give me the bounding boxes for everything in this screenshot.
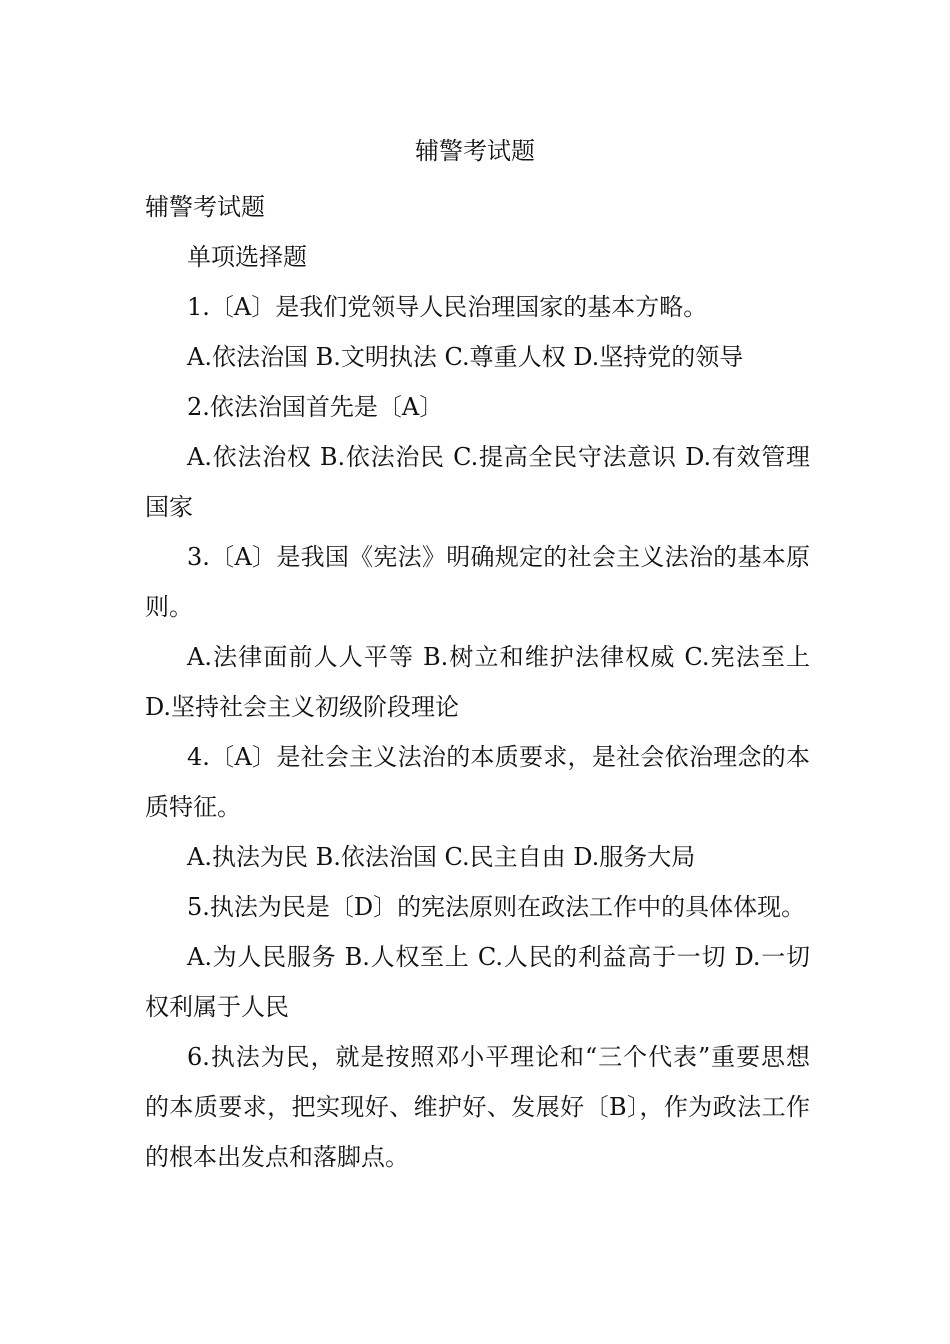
question-1-options: A.依法治国 B.文明执法 C.尊重人权 D.坚持党的领导 [187, 343, 744, 371]
question-5-options: A.为人民服务 B.人权至上 C.人民的利益高于一切 D.一切权利属于人民 [145, 943, 810, 1021]
question-2-options: A.依法治权 B.依法治民 C.提高全民守法意识 D.有效管理国家 [145, 443, 810, 521]
question-4: 4.〔A〕是社会主义法治的本质要求，是社会依治理念的本质特征。 [145, 743, 810, 821]
question-2: 2.依法治国首先是〔A〕 [187, 393, 444, 421]
question-5: 5.执法为民是〔D〕的宪法原则在政法工作中的具体体现。 [187, 893, 806, 921]
document-title: 辅警考试题 [415, 137, 535, 165]
question-4-options: A.执法为民 B.依法治国 C.民主自由 D.服务大局 [187, 843, 696, 871]
document-body [145, 182, 810, 1182]
question-3: 3.〔A〕是我国《宪法》明确规定的社会主义法治的基本原则。 [145, 543, 810, 621]
paragraph-section-label: 单项选择题 [187, 243, 307, 271]
question-6: 6.执法为民，就是按照邓小平理论和“三个代表”重要思想的本质要求，把实现好、维护好、发展好〔B〕，作为政法工作的根本出发点和落脚点。 [145, 1043, 810, 1171]
paragraph-heading: 辅警考试题 [145, 193, 265, 221]
question-1: 1.〔A〕是我们党领导人民治理国家的基本方略。 [187, 293, 708, 321]
question-3-options: A.法律面前人人平等 B.树立和维护法律权威 C.宪法至上 D.坚持社会主义初级阶段理论 [145, 643, 810, 721]
